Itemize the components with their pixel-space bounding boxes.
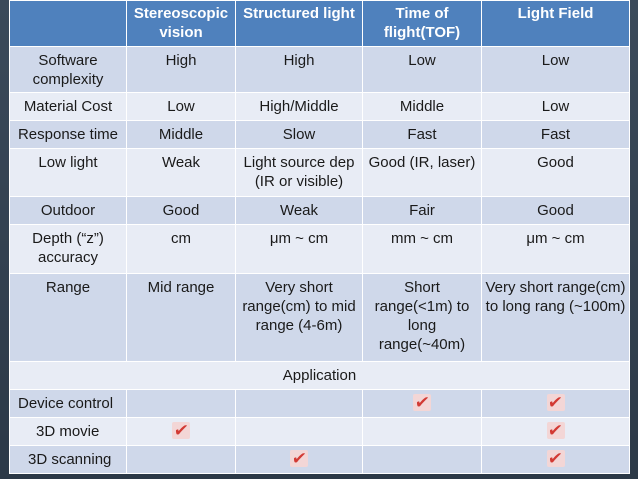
checkmark-glyph: ✔	[172, 421, 190, 440]
check-cell	[236, 418, 363, 446]
application-title: Application	[10, 362, 630, 390]
row-label: Material Cost	[10, 93, 127, 121]
checkmark-icon	[547, 450, 565, 467]
table-cell: mm ~ cm	[363, 225, 482, 274]
application-label: 3D scanning	[10, 446, 127, 474]
application-header-row	[10, 362, 630, 390]
checkmark-glyph: ✔	[547, 393, 564, 412]
table-cell: High/Middle	[236, 93, 363, 121]
table-row	[10, 149, 630, 197]
header-stereoscopic-vision: Stereoscopic vision	[127, 1, 236, 47]
table-cell: Very short range(cm) to mid range (4-6m)	[236, 274, 363, 362]
table-row	[10, 93, 630, 121]
table-cell: Weak	[236, 197, 363, 225]
check-cell	[127, 418, 236, 446]
table-cell: Slow	[236, 121, 363, 149]
row-label: Software complexity	[10, 47, 127, 93]
check-cell	[236, 446, 363, 474]
table-cell: High	[236, 47, 363, 93]
check-cell	[363, 446, 482, 474]
check-cell	[482, 446, 630, 474]
application-row	[10, 446, 630, 474]
header-row	[10, 1, 630, 47]
table-cell: Short range(<1m) to long range(~40m)	[363, 274, 482, 362]
table-row	[10, 274, 630, 362]
header-corner	[10, 1, 127, 47]
application-label: 3D movie	[10, 418, 127, 446]
row-label: Range	[10, 274, 127, 362]
row-label: Response time	[10, 121, 127, 149]
check-cell	[236, 390, 363, 418]
table-row	[10, 225, 630, 274]
table-cell: Middle	[363, 93, 482, 121]
checkmark-glyph: ✔	[290, 449, 308, 468]
table-cell: Low	[482, 47, 630, 93]
table-row	[10, 197, 630, 225]
table-cell: Good	[482, 197, 630, 225]
table-cell: Good (IR, laser)	[363, 149, 482, 197]
comparison-table	[9, 0, 630, 474]
checkmark-icon	[547, 422, 565, 439]
row-label: Low light	[10, 149, 127, 197]
check-cell	[127, 446, 236, 474]
header-structured-light: Structured light	[236, 1, 363, 47]
table-cell: μm ~ cm	[482, 225, 630, 274]
table-cell: Middle	[127, 121, 236, 149]
table-cell: High	[127, 47, 236, 93]
check-cell	[363, 418, 482, 446]
check-cell	[363, 390, 482, 418]
table-cell: Fast	[363, 121, 482, 149]
table-cell: Weak	[127, 149, 236, 197]
application-label: Device control	[10, 390, 127, 418]
table-cell: Fast	[482, 121, 630, 149]
table-cell: Good	[127, 197, 236, 225]
application-row	[10, 418, 630, 446]
table-cell: Good	[482, 149, 630, 197]
table-cell: Very short range(cm) to long rang (~100m)	[482, 274, 630, 362]
checkmark-icon	[413, 394, 431, 411]
table-cell: Low	[363, 47, 482, 93]
table-cell: Low	[482, 93, 630, 121]
checkmark-icon	[172, 422, 190, 439]
check-cell	[127, 390, 236, 418]
table-cell: μm ~ cm	[236, 225, 363, 274]
table-cell: Fair	[363, 197, 482, 225]
checkmark-icon	[290, 450, 308, 467]
table-row	[10, 121, 630, 149]
table-cell: cm	[127, 225, 236, 274]
checkmark-glyph: ✔	[547, 449, 564, 468]
application-row	[10, 390, 630, 418]
check-cell	[482, 418, 630, 446]
table-cell: Low	[127, 93, 236, 121]
check-cell	[482, 390, 630, 418]
header-time-of-flight: Time of flight(TOF)	[363, 1, 482, 47]
checkmark-glyph: ✔	[547, 421, 564, 440]
checkmark-icon	[547, 394, 565, 411]
header-light-field: Light Field	[482, 1, 630, 47]
row-label: Outdoor	[10, 197, 127, 225]
table-row	[10, 47, 630, 93]
table-cell: Mid range	[127, 274, 236, 362]
checkmark-glyph: ✔	[413, 393, 431, 412]
table-cell: Light source dep (IR or visible)	[236, 149, 363, 197]
row-label: Depth (“z”) accuracy	[10, 225, 127, 274]
